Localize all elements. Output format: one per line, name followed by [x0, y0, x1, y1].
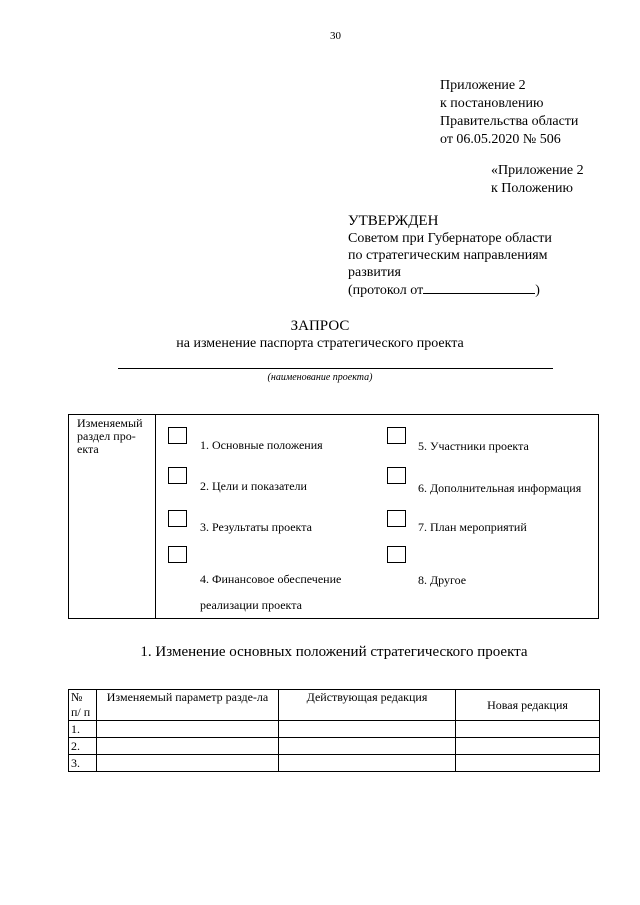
checkbox-other[interactable] — [387, 546, 406, 563]
project-name-caption: (наименование проекта) — [267, 372, 373, 383]
protocol-date-blank[interactable] — [423, 281, 535, 294]
new-cell[interactable] — [456, 755, 600, 772]
checkbox-participants[interactable] — [387, 427, 406, 444]
sections-box — [68, 414, 599, 619]
request-title: ЗАПРОС — [290, 318, 350, 334]
checkbox-activity-plan[interactable] — [387, 510, 406, 527]
annex-line: от 06.05.2020 № 506 — [440, 132, 561, 147]
header-param: Изменяемый параметр разде-ла — [97, 690, 279, 721]
approval-line: Советом при Губернаторе области — [348, 231, 552, 246]
table-row — [69, 755, 600, 772]
page-number: 30 — [330, 30, 341, 42]
annex-regulation-block — [491, 162, 584, 198]
table-row — [69, 721, 600, 738]
option-other: 8. Другое — [418, 573, 467, 587]
approval-line: развития — [348, 265, 401, 280]
annex-line: Правительства области — [440, 114, 579, 129]
annex-block — [440, 77, 578, 149]
table-row — [69, 738, 600, 755]
checkbox-additional-info[interactable] — [387, 467, 406, 484]
checkbox-goals-indicators[interactable] — [168, 467, 187, 484]
request-subtitle: на изменение паспорта стратегического проекта — [176, 336, 464, 351]
row-number: 2. — [69, 738, 97, 755]
current-cell[interactable] — [279, 738, 456, 755]
sections-divider — [155, 415, 156, 618]
param-cell[interactable] — [97, 738, 279, 755]
approval-line: по стратегическим направлениям — [348, 248, 548, 263]
protocol-suffix: ) — [535, 283, 540, 298]
current-cell[interactable] — [279, 755, 456, 772]
approval-heading: УТВЕРЖДЕН — [348, 213, 439, 229]
header-current: Действующая редакция — [279, 690, 456, 721]
current-cell[interactable] — [279, 721, 456, 738]
param-cell[interactable] — [97, 755, 279, 772]
option-activity-plan: 7. План мероприятий — [418, 520, 527, 534]
sections-label: Изменяемый раздел про-екта — [77, 416, 143, 456]
option-financing: 4. Финансовое обеспечение — [200, 572, 342, 586]
annex-line: к постановлению — [440, 96, 544, 111]
checkbox-basic-provisions[interactable] — [168, 427, 187, 444]
header-new: Новая редакция — [456, 690, 600, 721]
protocol-line — [348, 281, 552, 299]
option-additional-info: 6. Дополнительная информация — [418, 481, 582, 495]
table-header-row — [69, 690, 600, 721]
section1-title: 1. Изменение основных положений стратегического проекта — [140, 644, 528, 660]
option-goals-indicators: 2. Цели и показатели — [200, 479, 307, 493]
option-project-results: 3. Результаты проекта — [200, 520, 312, 534]
checkbox-project-results[interactable] — [168, 510, 187, 527]
row-number: 1. — [69, 721, 97, 738]
annex-line: Приложение 2 — [440, 78, 526, 93]
approval-block — [348, 213, 552, 299]
annex-regulation-line: к Положению — [491, 181, 574, 196]
new-cell[interactable] — [456, 721, 600, 738]
checkbox-financing[interactable] — [168, 546, 187, 563]
option-financing-cont: реализации проекта — [200, 598, 302, 612]
option-participants: 5. Участники проекта — [418, 439, 529, 453]
header-num: № п/ п — [69, 690, 97, 721]
new-cell[interactable] — [456, 738, 600, 755]
param-cell[interactable] — [97, 721, 279, 738]
parameters-table — [68, 689, 600, 772]
annex-regulation-line: «Приложение 2 — [491, 163, 584, 178]
row-number: 3. — [69, 755, 97, 772]
protocol-prefix: (протокол от — [348, 283, 424, 298]
project-name-line[interactable] — [118, 368, 553, 369]
option-basic-provisions: 1. Основные положения — [200, 438, 323, 452]
